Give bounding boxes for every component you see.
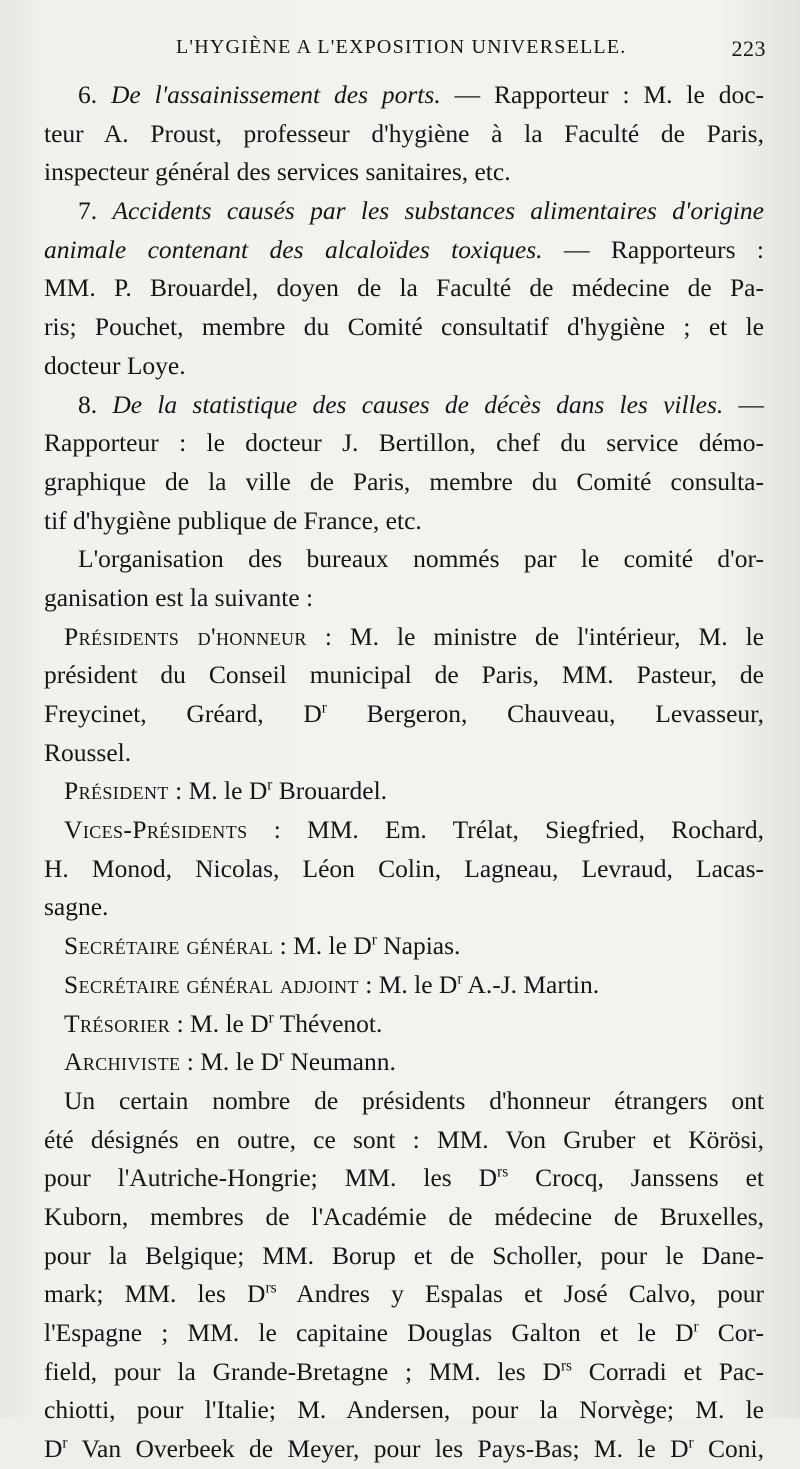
superscript: r [321, 699, 327, 717]
text-run: Thévenot. [273, 1008, 383, 1038]
text-line [44, 386, 764, 425]
text-run: Neumann. [283, 1047, 396, 1077]
text-run: : M. le ministre de l'intérieur, M. le [306, 621, 764, 651]
page-number: 223 [731, 36, 766, 61]
text-run: Freycinet, Gréard, D [44, 699, 322, 728]
text-line [44, 192, 764, 231]
running-title: L'HYGIÈNE A L'EXPOSITION UNIVERSELLE. [176, 36, 627, 58]
text-line [44, 424, 764, 463]
text-line [44, 1391, 764, 1430]
text-line [44, 966, 764, 1005]
text-line [44, 347, 764, 386]
text-line [44, 1082, 764, 1121]
text-run: : M. le D [170, 1008, 269, 1038]
text-line [44, 1159, 764, 1198]
text-run: — Rapporteurs : [542, 234, 764, 264]
text-run: : M. le D [180, 1047, 279, 1077]
superscript: rs [560, 1357, 573, 1375]
superscript: r [62, 1434, 68, 1452]
text-run: Napias. [376, 931, 461, 961]
text-line [44, 1198, 764, 1237]
text-line [44, 1121, 764, 1160]
text-line [44, 618, 764, 657]
text-line [44, 656, 764, 695]
text-run: 8. [78, 389, 113, 419]
text-line [44, 540, 764, 579]
text-run: : M. le D [273, 931, 372, 961]
text-run: Un certain nombre de présidents d'honneur étrangers ont [64, 1085, 764, 1115]
text-run: Andres y Espalas et José Calvo, pour [276, 1279, 764, 1309]
text-run: MM. P. Brouardel, doyen de la Faculté de médecine de Pa- [44, 273, 764, 303]
text-run: Crocq, Janssens et [508, 1163, 764, 1193]
office-title: Vices-Présidents [64, 815, 248, 845]
text-line [44, 115, 764, 154]
text-line [44, 811, 764, 850]
superscript: rs [497, 1163, 509, 1181]
text-run: ris; Pouchet, membre du Comité consultatif d'hygiène ; et le [44, 312, 764, 342]
text-line [44, 850, 764, 889]
text-run: animale contenant des alcaloïdes toxiques. [44, 234, 543, 264]
text-run: été désignés en outre, ce sont : MM. Von Gruber et Körösi, [44, 1124, 764, 1154]
text-run: sagne. [44, 892, 109, 922]
text-run: docteur Loye. [44, 350, 186, 380]
text-run: pour la Belgique; MM. Borup et de Scholler, pour le Dane- [44, 1240, 764, 1270]
text-line [44, 1430, 764, 1469]
text-line [44, 1005, 764, 1044]
text-run: : MM. Em. Trélat, Siegfried, Rochard, [247, 815, 764, 845]
superscript: r [457, 970, 463, 988]
text-run: : M. le D [168, 776, 268, 806]
superscript: r [688, 1434, 694, 1452]
text-run: — Rapporteur : M. le doc- [440, 80, 765, 109]
superscript: r [268, 1009, 274, 1026]
text-run: Kuborn, membres de l'Académie de médecine de Bruxelles, [44, 1201, 764, 1231]
office-title: Secrétaire général [64, 931, 274, 961]
running-header [176, 36, 766, 70]
text-run: De la statistique des causes de décès dans les villes. [112, 389, 724, 419]
text-line [44, 269, 764, 308]
text-run: Corradi et Pac- [572, 1356, 765, 1386]
text-run: pour l'Autriche-Hongrie; MM. les D [44, 1163, 498, 1193]
text-line [44, 1353, 764, 1392]
text-run: A.-J. Martin. [462, 969, 600, 999]
text-run: 7. [78, 196, 113, 226]
office-title: Présidents d'honneur [64, 621, 307, 651]
text-run: tif d'hygiène publique de France, etc. [44, 505, 422, 535]
text-run: Bergeron, Chauveau, Levasseur, [326, 699, 764, 728]
text-run: mark; MM. les D [44, 1279, 266, 1309]
text-run: chiotti, pour l'Italie; M. Andersen, pour la Norvège; M. le [44, 1395, 764, 1425]
text-line [44, 463, 764, 502]
text-run: teur A. Proust, professeur d'hygiène à la Faculté de Paris, [44, 118, 764, 148]
text-line [44, 695, 764, 734]
text-line [44, 502, 764, 541]
text-line [44, 888, 764, 927]
text-line [44, 772, 764, 811]
superscript: r [693, 1318, 699, 1336]
text-run: Accidents causés par les substances alimentaires d'origine [112, 196, 765, 226]
text-line [44, 579, 764, 618]
text-run: président du Conseil municipal de Paris, MM. Pasteur, de [44, 660, 764, 690]
text-line [44, 76, 764, 115]
text-run: 6. [78, 80, 111, 109]
text-line [44, 1237, 764, 1276]
text-run: ganisation est la suivante : [44, 582, 314, 612]
text-run: l'Espagne ; MM. le capitaine Douglas Galton et le D [44, 1318, 694, 1347]
text-run: — [723, 389, 765, 419]
text-run: Brouardel. [272, 776, 388, 806]
text-run: inspecteur général des services sanitaires, etc. [44, 157, 511, 187]
text-run: De l'assainissement des ports. [111, 80, 441, 109]
text-line [44, 1275, 764, 1314]
text-line [44, 1043, 764, 1082]
text-line [44, 231, 764, 270]
text-line [44, 153, 764, 192]
text-line [44, 927, 764, 966]
text-line [44, 734, 764, 773]
office-title: Secrétaire général adjoint [64, 969, 359, 999]
text-run: H. Monod, Nicolas, Léon Colin, Lagneau, Levraud, Lacas- [44, 853, 764, 883]
superscript: rs [265, 1279, 277, 1297]
superscript: r [371, 931, 377, 949]
text-run: Coni, [693, 1434, 765, 1464]
office-title: Président [64, 776, 169, 806]
text-line [44, 308, 764, 347]
text-line [44, 1314, 764, 1353]
text-run: Rapporteur : le docteur J. Bertillon, chef du service démo- [44, 428, 764, 458]
text-run: L'organisation des bureaux nommés par le comité d'or- [78, 544, 764, 574]
superscript: r [267, 776, 273, 794]
office-title: Archiviste [64, 1047, 181, 1077]
page-body-text [44, 76, 764, 1469]
text-run: : M. le D [358, 969, 458, 999]
superscript: r [278, 1047, 284, 1065]
text-run: Roussel. [44, 737, 132, 767]
text-run: Cor- [698, 1318, 764, 1347]
text-run: graphique de la ville de Paris, membre du Comité consulta- [44, 466, 764, 496]
office-title: Trésorier [64, 1008, 171, 1038]
text-run: D [44, 1434, 63, 1464]
text-run: field, pour la Grande-Bretagne ; MM. les D [44, 1356, 561, 1386]
text-run: Van Overbeek de Meyer, pour les Pays-Bas; M. le D [67, 1434, 689, 1464]
